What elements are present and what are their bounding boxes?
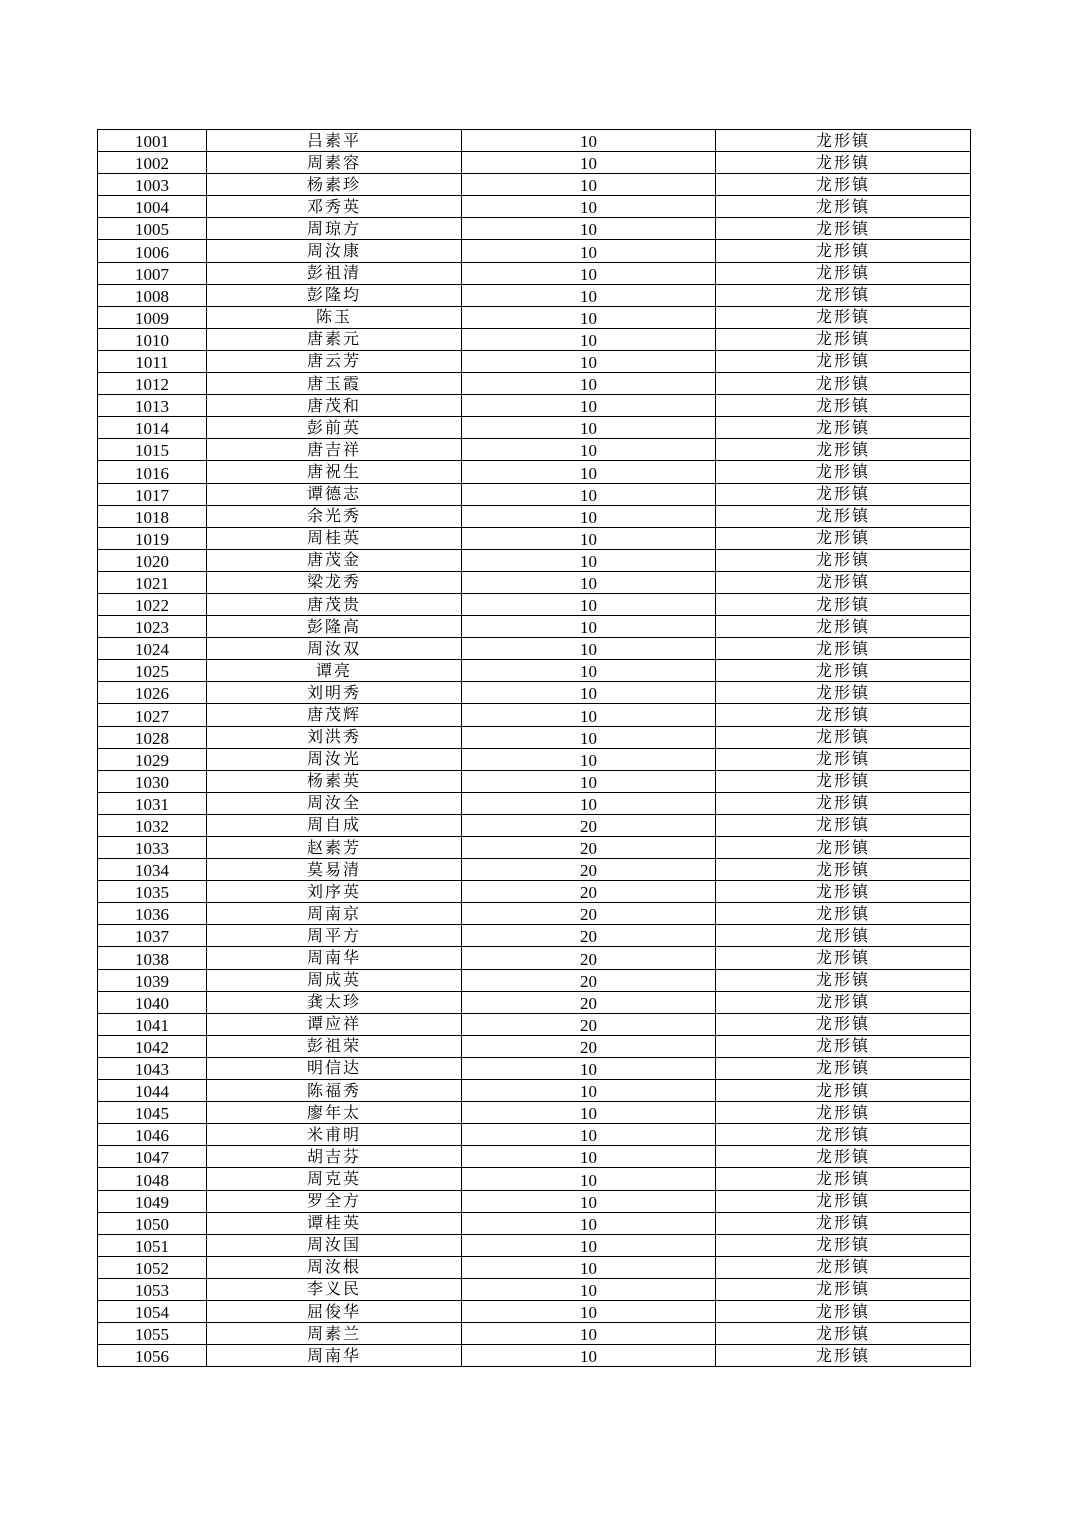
name-cell: 唐祝生 (207, 461, 462, 483)
table-row (98, 859, 971, 881)
name-cell: 胡吉芬 (207, 1146, 462, 1168)
name-cell: 唐茂辉 (207, 704, 462, 726)
id-cell: 1016 (98, 461, 207, 483)
name-cell: 米甫明 (207, 1124, 462, 1146)
id-cell: 1014 (98, 417, 207, 439)
id-cell: 1018 (98, 505, 207, 527)
table-row (98, 284, 971, 306)
amount-cell: 10 (462, 1057, 716, 1079)
table-row (98, 527, 971, 549)
table-row (98, 395, 971, 417)
amount-cell: 10 (462, 1212, 716, 1234)
town-cell: 龙形镇 (716, 262, 971, 284)
id-cell: 1043 (98, 1057, 207, 1079)
table-row (98, 1190, 971, 1212)
town-cell: 龙形镇 (716, 1146, 971, 1168)
name-cell: 彭隆均 (207, 284, 462, 306)
amount-cell: 20 (462, 947, 716, 969)
amount-cell: 10 (462, 284, 716, 306)
name-cell: 梁龙秀 (207, 571, 462, 593)
id-cell: 1048 (98, 1168, 207, 1190)
amount-cell: 20 (462, 814, 716, 836)
amount-cell: 10 (462, 439, 716, 461)
name-cell: 陈福秀 (207, 1080, 462, 1102)
town-cell: 龙形镇 (716, 174, 971, 196)
table-row (98, 483, 971, 505)
amount-cell: 10 (462, 682, 716, 704)
amount-cell: 10 (462, 748, 716, 770)
table-row (98, 417, 971, 439)
town-cell: 龙形镇 (716, 1234, 971, 1256)
table-row (98, 1146, 971, 1168)
table-row (98, 616, 971, 638)
id-cell: 1011 (98, 350, 207, 372)
town-cell: 龙形镇 (716, 549, 971, 571)
name-cell: 邓秀英 (207, 196, 462, 218)
amount-cell: 10 (462, 395, 716, 417)
name-cell: 唐茂金 (207, 549, 462, 571)
name-cell: 罗全方 (207, 1190, 462, 1212)
town-cell: 龙形镇 (716, 373, 971, 395)
town-cell: 龙形镇 (716, 660, 971, 682)
name-cell: 唐玉霞 (207, 373, 462, 395)
name-cell: 吕素平 (207, 130, 462, 152)
amount-cell: 10 (462, 616, 716, 638)
amount-cell: 10 (462, 1300, 716, 1322)
town-cell: 龙形镇 (716, 306, 971, 328)
id-cell: 1051 (98, 1234, 207, 1256)
name-cell: 杨素珍 (207, 174, 462, 196)
name-cell: 周汝双 (207, 638, 462, 660)
amount-cell: 20 (462, 925, 716, 947)
name-cell: 李义民 (207, 1278, 462, 1300)
name-cell: 唐茂和 (207, 395, 462, 417)
table-row (98, 947, 971, 969)
table-row (98, 748, 971, 770)
town-cell: 龙形镇 (716, 1190, 971, 1212)
name-cell: 周汝国 (207, 1234, 462, 1256)
table-row (98, 1102, 971, 1124)
town-cell: 龙形镇 (716, 881, 971, 903)
amount-cell: 10 (462, 1234, 716, 1256)
name-cell: 余光秀 (207, 505, 462, 527)
town-cell: 龙形镇 (716, 1278, 971, 1300)
table-row (98, 373, 971, 395)
table-row (98, 1278, 971, 1300)
name-cell: 周汝全 (207, 792, 462, 814)
table-row (98, 328, 971, 350)
name-cell: 彭祖清 (207, 262, 462, 284)
id-cell: 1021 (98, 571, 207, 593)
amount-cell: 10 (462, 1345, 716, 1367)
amount-cell: 10 (462, 240, 716, 262)
table-row (98, 1080, 971, 1102)
amount-cell: 10 (462, 1102, 716, 1124)
amount-cell: 10 (462, 1323, 716, 1345)
id-cell: 1006 (98, 240, 207, 262)
town-cell: 龙形镇 (716, 1168, 971, 1190)
amount-cell: 10 (462, 1190, 716, 1212)
id-cell: 1013 (98, 395, 207, 417)
id-cell: 1025 (98, 660, 207, 682)
town-cell: 龙形镇 (716, 1345, 971, 1367)
town-cell: 龙形镇 (716, 1102, 971, 1124)
town-cell: 龙形镇 (716, 903, 971, 925)
name-cell: 龚太珍 (207, 991, 462, 1013)
table-row (98, 1035, 971, 1057)
id-cell: 1007 (98, 262, 207, 284)
name-cell: 彭前英 (207, 417, 462, 439)
id-cell: 1031 (98, 792, 207, 814)
table-row (98, 439, 971, 461)
amount-cell: 20 (462, 859, 716, 881)
table-row (98, 1057, 971, 1079)
amount-cell: 10 (462, 1080, 716, 1102)
id-cell: 1022 (98, 593, 207, 615)
town-cell: 龙形镇 (716, 152, 971, 174)
name-cell: 陈玉 (207, 306, 462, 328)
amount-cell: 10 (462, 571, 716, 593)
amount-cell: 10 (462, 152, 716, 174)
name-cell: 周南华 (207, 1345, 462, 1367)
roster-table-container (97, 129, 970, 1367)
id-cell: 1035 (98, 881, 207, 903)
town-cell: 龙形镇 (716, 571, 971, 593)
id-cell: 1045 (98, 1102, 207, 1124)
table-row (98, 837, 971, 859)
town-cell: 龙形镇 (716, 638, 971, 660)
id-cell: 1019 (98, 527, 207, 549)
amount-cell: 10 (462, 350, 716, 372)
roster-table-body (98, 130, 971, 1367)
id-cell: 1054 (98, 1300, 207, 1322)
name-cell: 周汝根 (207, 1256, 462, 1278)
id-cell: 1027 (98, 704, 207, 726)
town-cell: 龙形镇 (716, 439, 971, 461)
table-row (98, 726, 971, 748)
town-cell: 龙形镇 (716, 527, 971, 549)
id-cell: 1023 (98, 616, 207, 638)
name-cell: 周成英 (207, 969, 462, 991)
table-row (98, 1345, 971, 1367)
id-cell: 1005 (98, 218, 207, 240)
id-cell: 1004 (98, 196, 207, 218)
town-cell: 龙形镇 (716, 218, 971, 240)
town-cell: 龙形镇 (716, 196, 971, 218)
amount-cell: 10 (462, 1278, 716, 1300)
table-row (98, 1300, 971, 1322)
name-cell: 彭隆高 (207, 616, 462, 638)
amount-cell: 10 (462, 726, 716, 748)
town-cell: 龙形镇 (716, 483, 971, 505)
town-cell: 龙形镇 (716, 991, 971, 1013)
table-row (98, 549, 971, 571)
id-cell: 1056 (98, 1345, 207, 1367)
id-cell: 1047 (98, 1146, 207, 1168)
name-cell: 杨素英 (207, 770, 462, 792)
id-cell: 1050 (98, 1212, 207, 1234)
amount-cell: 10 (462, 262, 716, 284)
table-row (98, 1256, 971, 1278)
amount-cell: 10 (462, 373, 716, 395)
town-cell: 龙形镇 (716, 1013, 971, 1035)
amount-cell: 20 (462, 881, 716, 903)
amount-cell: 10 (462, 792, 716, 814)
name-cell: 明信达 (207, 1057, 462, 1079)
amount-cell: 20 (462, 837, 716, 859)
table-row (98, 196, 971, 218)
id-cell: 1052 (98, 1256, 207, 1278)
name-cell: 唐茂贵 (207, 593, 462, 615)
id-cell: 1046 (98, 1124, 207, 1146)
town-cell: 龙形镇 (716, 925, 971, 947)
amount-cell: 10 (462, 1256, 716, 1278)
town-cell: 龙形镇 (716, 859, 971, 881)
name-cell: 谭桂英 (207, 1212, 462, 1234)
town-cell: 龙形镇 (716, 792, 971, 814)
table-row (98, 969, 971, 991)
id-cell: 1008 (98, 284, 207, 306)
amount-cell: 10 (462, 660, 716, 682)
name-cell: 刘洪秀 (207, 726, 462, 748)
name-cell: 莫易清 (207, 859, 462, 881)
id-cell: 1044 (98, 1080, 207, 1102)
amount-cell: 10 (462, 461, 716, 483)
id-cell: 1039 (98, 969, 207, 991)
id-cell: 1049 (98, 1190, 207, 1212)
name-cell: 周素兰 (207, 1323, 462, 1345)
name-cell: 周桂英 (207, 527, 462, 549)
town-cell: 龙形镇 (716, 682, 971, 704)
town-cell: 龙形镇 (716, 130, 971, 152)
amount-cell: 10 (462, 306, 716, 328)
town-cell: 龙形镇 (716, 1124, 971, 1146)
id-cell: 1009 (98, 306, 207, 328)
amount-cell: 10 (462, 638, 716, 660)
town-cell: 龙形镇 (716, 1057, 971, 1079)
name-cell: 谭应祥 (207, 1013, 462, 1035)
name-cell: 周汝康 (207, 240, 462, 262)
town-cell: 龙形镇 (716, 969, 971, 991)
amount-cell: 10 (462, 505, 716, 527)
table-row (98, 991, 971, 1013)
id-cell: 1030 (98, 770, 207, 792)
table-row (98, 1168, 971, 1190)
id-cell: 1003 (98, 174, 207, 196)
amount-cell: 10 (462, 1146, 716, 1168)
id-cell: 1028 (98, 726, 207, 748)
table-row (98, 152, 971, 174)
amount-cell: 20 (462, 1013, 716, 1035)
town-cell: 龙形镇 (716, 704, 971, 726)
amount-cell: 20 (462, 969, 716, 991)
amount-cell: 10 (462, 1124, 716, 1146)
name-cell: 唐吉祥 (207, 439, 462, 461)
table-row (98, 174, 971, 196)
name-cell: 唐素元 (207, 328, 462, 350)
amount-cell: 10 (462, 527, 716, 549)
town-cell: 龙形镇 (716, 240, 971, 262)
amount-cell: 10 (462, 130, 716, 152)
table-row (98, 505, 971, 527)
town-cell: 龙形镇 (716, 1323, 971, 1345)
town-cell: 龙形镇 (716, 814, 971, 836)
town-cell: 龙形镇 (716, 947, 971, 969)
name-cell: 周素容 (207, 152, 462, 174)
town-cell: 龙形镇 (716, 616, 971, 638)
town-cell: 龙形镇 (716, 328, 971, 350)
name-cell: 刘序英 (207, 881, 462, 903)
table-row (98, 1234, 971, 1256)
table-row (98, 1124, 971, 1146)
id-cell: 1053 (98, 1278, 207, 1300)
id-cell: 1033 (98, 837, 207, 859)
table-row (98, 814, 971, 836)
table-row (98, 792, 971, 814)
id-cell: 1055 (98, 1323, 207, 1345)
table-row (98, 350, 971, 372)
id-cell: 1010 (98, 328, 207, 350)
name-cell: 周平方 (207, 925, 462, 947)
name-cell: 谭亮 (207, 660, 462, 682)
table-row (98, 130, 971, 152)
table-row (98, 881, 971, 903)
id-cell: 1012 (98, 373, 207, 395)
amount-cell: 10 (462, 770, 716, 792)
town-cell: 龙形镇 (716, 350, 971, 372)
town-cell: 龙形镇 (716, 395, 971, 417)
table-row (98, 925, 971, 947)
amount-cell: 10 (462, 549, 716, 571)
id-cell: 1038 (98, 947, 207, 969)
id-cell: 1001 (98, 130, 207, 152)
table-row (98, 770, 971, 792)
town-cell: 龙形镇 (716, 461, 971, 483)
table-row (98, 218, 971, 240)
amount-cell: 10 (462, 218, 716, 240)
town-cell: 龙形镇 (716, 1300, 971, 1322)
town-cell: 龙形镇 (716, 770, 971, 792)
town-cell: 龙形镇 (716, 593, 971, 615)
table-row (98, 638, 971, 660)
id-cell: 1040 (98, 991, 207, 1013)
table-row (98, 1212, 971, 1234)
name-cell: 廖年太 (207, 1102, 462, 1124)
town-cell: 龙形镇 (716, 748, 971, 770)
town-cell: 龙形镇 (716, 837, 971, 859)
amount-cell: 10 (462, 196, 716, 218)
amount-cell: 20 (462, 903, 716, 925)
name-cell: 周自成 (207, 814, 462, 836)
amount-cell: 20 (462, 1035, 716, 1057)
id-cell: 1029 (98, 748, 207, 770)
table-row (98, 682, 971, 704)
name-cell: 赵素芳 (207, 837, 462, 859)
town-cell: 龙形镇 (716, 726, 971, 748)
table-row (98, 1323, 971, 1345)
amount-cell: 10 (462, 483, 716, 505)
id-cell: 1036 (98, 903, 207, 925)
amount-cell: 10 (462, 174, 716, 196)
table-row (98, 571, 971, 593)
amount-cell: 10 (462, 328, 716, 350)
town-cell: 龙形镇 (716, 505, 971, 527)
id-cell: 1041 (98, 1013, 207, 1035)
name-cell: 屈俊华 (207, 1300, 462, 1322)
id-cell: 1042 (98, 1035, 207, 1057)
name-cell: 周克英 (207, 1168, 462, 1190)
id-cell: 1024 (98, 638, 207, 660)
name-cell: 周汝光 (207, 748, 462, 770)
name-cell: 唐云芳 (207, 350, 462, 372)
amount-cell: 10 (462, 593, 716, 615)
table-row (98, 593, 971, 615)
name-cell: 周南华 (207, 947, 462, 969)
table-row (98, 704, 971, 726)
table-row (98, 461, 971, 483)
id-cell: 1032 (98, 814, 207, 836)
id-cell: 1034 (98, 859, 207, 881)
town-cell: 龙形镇 (716, 1256, 971, 1278)
id-cell: 1020 (98, 549, 207, 571)
amount-cell: 10 (462, 417, 716, 439)
roster-table (97, 129, 971, 1367)
name-cell: 彭祖荣 (207, 1035, 462, 1057)
name-cell: 周南京 (207, 903, 462, 925)
id-cell: 1015 (98, 439, 207, 461)
name-cell: 刘明秀 (207, 682, 462, 704)
table-row (98, 1013, 971, 1035)
town-cell: 龙形镇 (716, 1035, 971, 1057)
table-row (98, 262, 971, 284)
amount-cell: 10 (462, 704, 716, 726)
name-cell: 周琼方 (207, 218, 462, 240)
id-cell: 1037 (98, 925, 207, 947)
table-row (98, 306, 971, 328)
amount-cell: 10 (462, 1168, 716, 1190)
town-cell: 龙形镇 (716, 1212, 971, 1234)
name-cell: 谭德志 (207, 483, 462, 505)
id-cell: 1017 (98, 483, 207, 505)
table-row (98, 240, 971, 262)
id-cell: 1002 (98, 152, 207, 174)
id-cell: 1026 (98, 682, 207, 704)
table-row (98, 903, 971, 925)
town-cell: 龙形镇 (716, 1080, 971, 1102)
table-row (98, 660, 971, 682)
town-cell: 龙形镇 (716, 417, 971, 439)
town-cell: 龙形镇 (716, 284, 971, 306)
amount-cell: 20 (462, 991, 716, 1013)
